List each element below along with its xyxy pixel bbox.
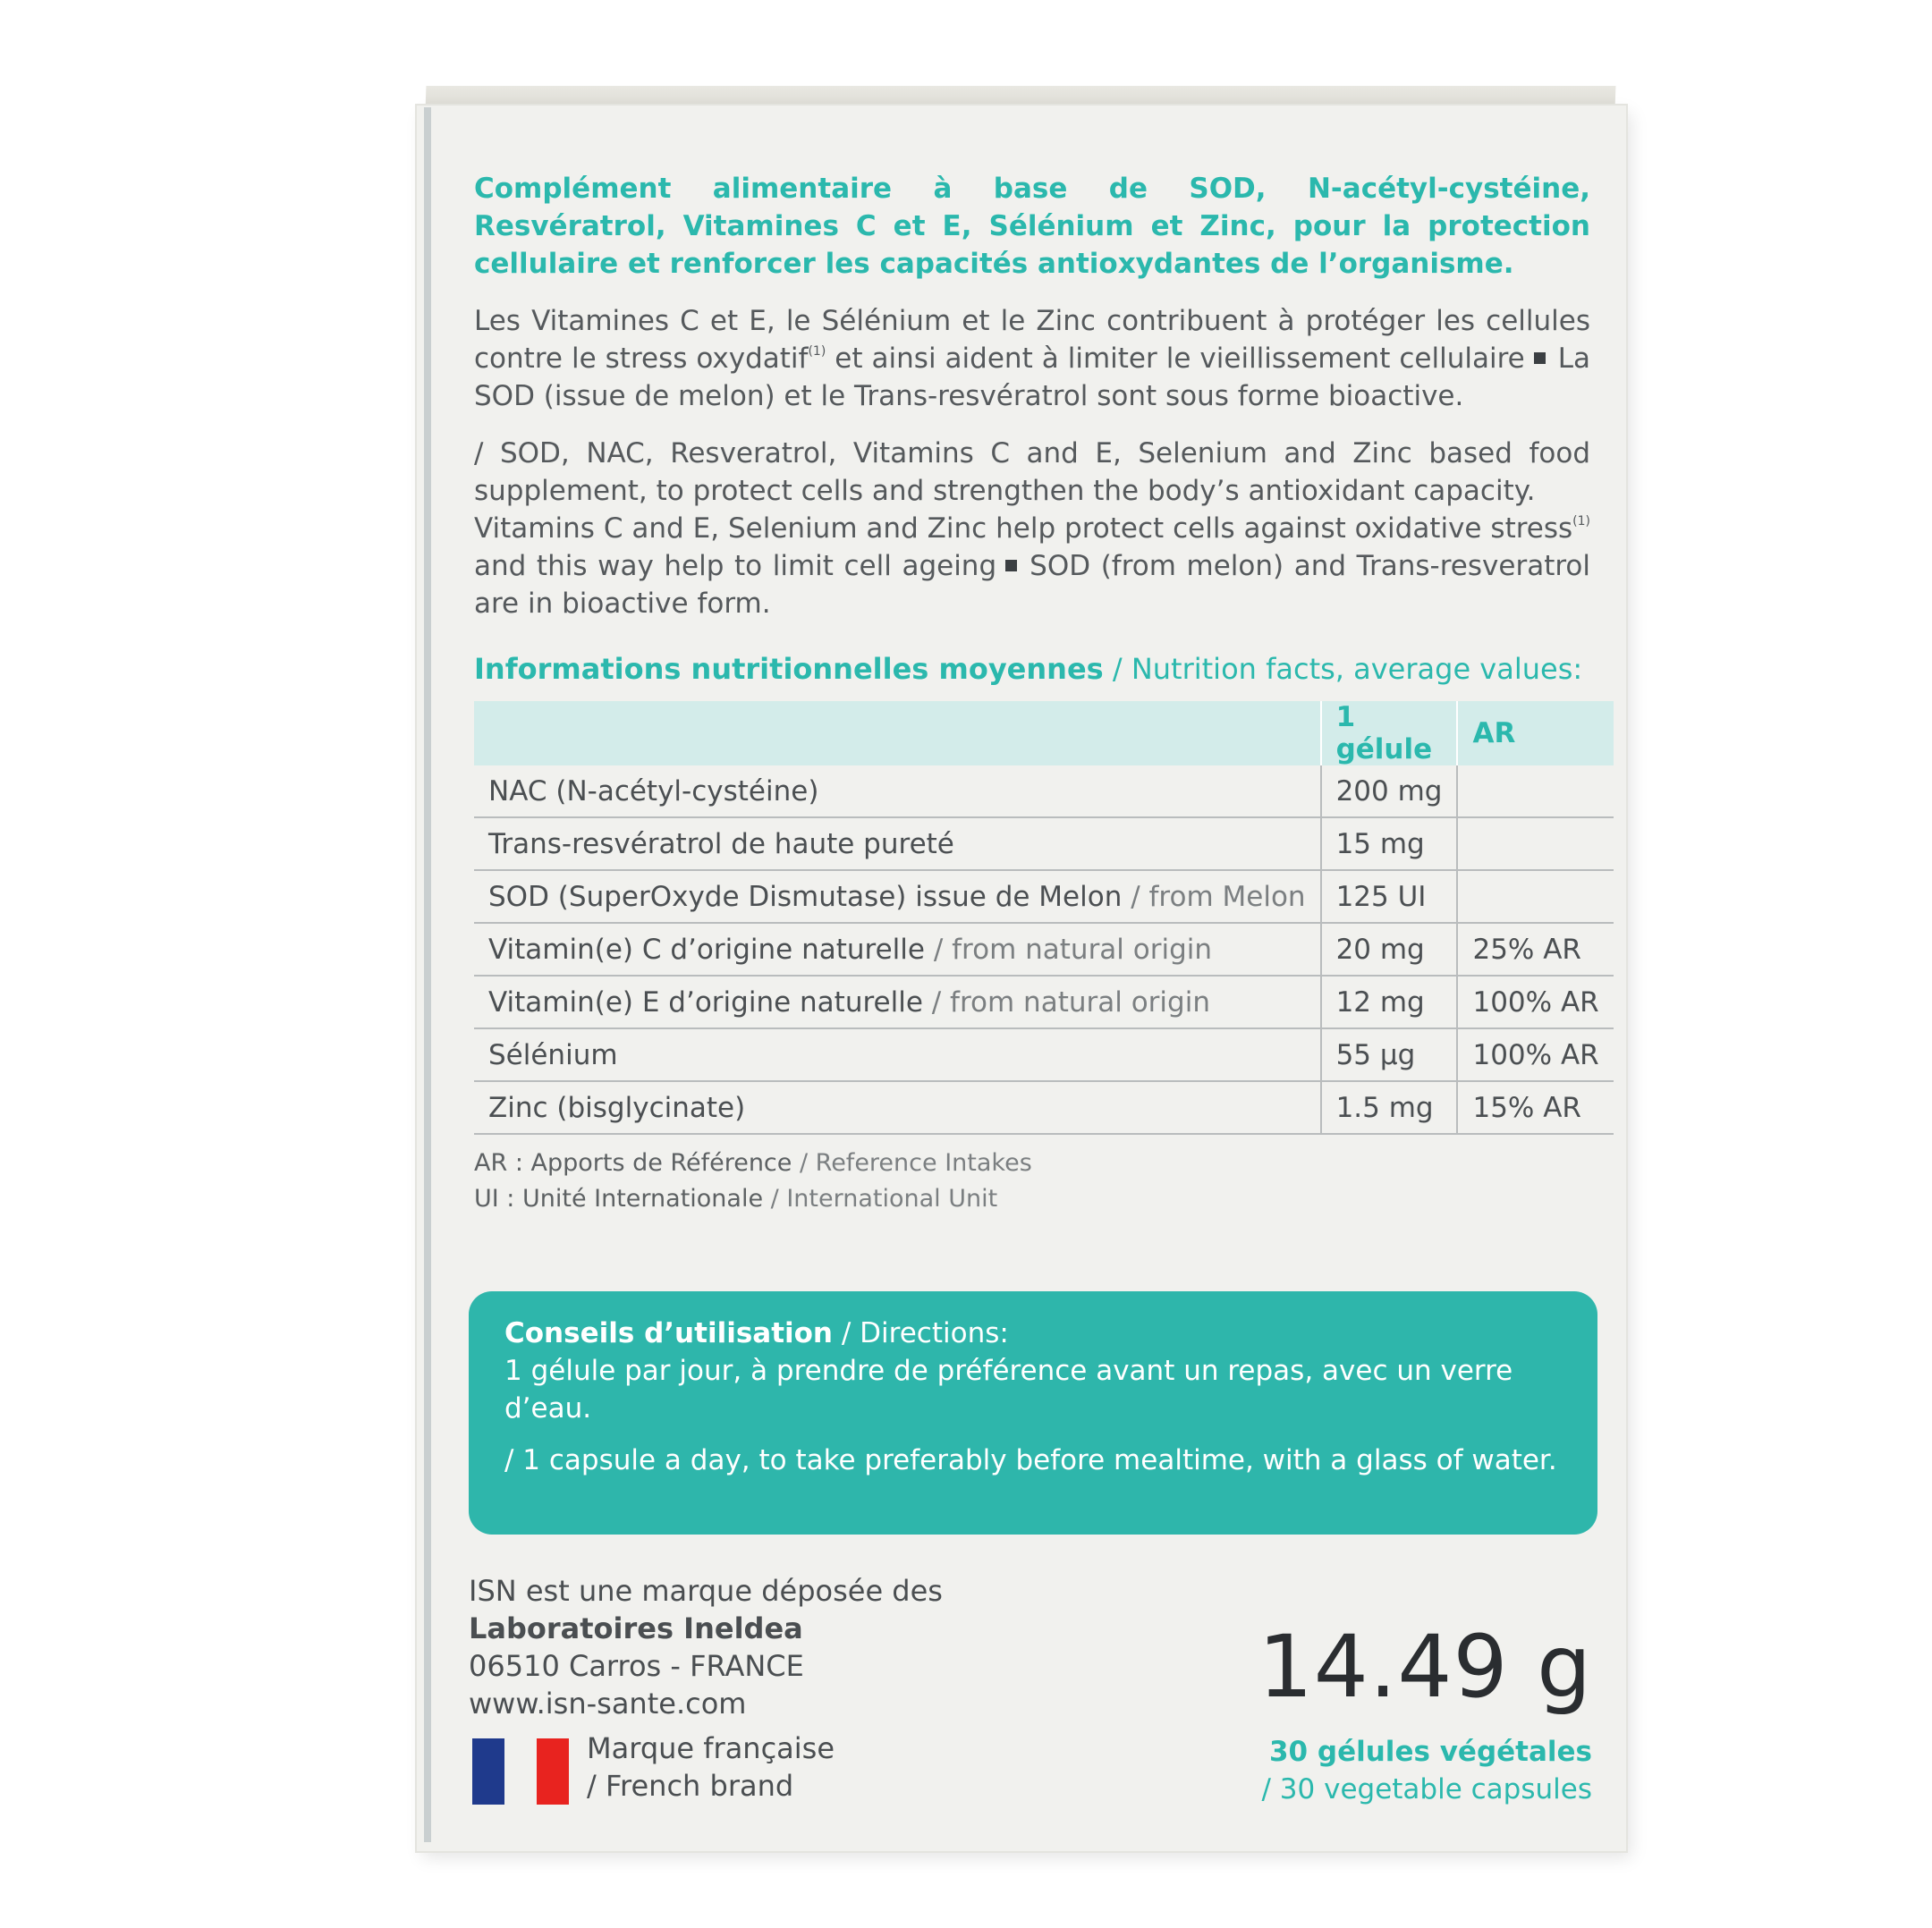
description-en-part3: SOD (from melon) and Trans-resveratrol are in bioactive form.: [474, 550, 1590, 620]
capsule-count-en: / 30 vegetable capsules: [1261, 1773, 1592, 1805]
flag-white-band: [504, 1738, 537, 1805]
description-fr-part2: et ainsi aident à limiter le vieillissement cellulaire: [826, 342, 1525, 375]
ingredient-cell: [474, 870, 1321, 923]
french-brand-label: [587, 1729, 835, 1805]
trademark-line: ISN est une marque déposée des: [469, 1574, 943, 1608]
manufacturer-info: [469, 1572, 1095, 1722]
product-description-lead: Complément alimentaire à base de SOD, N-acétyl-cystéine, Resvératrol, Vitamines C et E, Sélénium et Zinc, pour la protection cellulaire et renforcer les capacités antioxydantes de l’organisme.: [474, 173, 1590, 280]
dose-cell: 20 mg: [1321, 923, 1458, 976]
company-name: Laboratoires Ineldea: [469, 1611, 803, 1645]
footnote-marker: (1): [808, 344, 826, 359]
header-per-capsule: 1 gélule: [1321, 701, 1458, 765]
dose-cell: 55 µg: [1321, 1028, 1458, 1081]
description-en-lead: / SOD, NAC, Resveratrol, Vitamins C and E, Selenium and Zinc based food supplement, to protect cells and strengthen the body’s antioxidant capacity.: [474, 437, 1590, 507]
dose-cell: 12 mg: [1321, 976, 1458, 1028]
ingredient-name: SOD (SuperOxyde Dismutase) issue de Melon: [488, 880, 1123, 913]
ar-cell: [1457, 817, 1613, 870]
description-en-part1: Vitamins C and E, Selenium and Zinc help protect cells against oxidative stress: [474, 512, 1573, 545]
brand-fr: Marque française: [587, 1731, 835, 1765]
ingredient-cell: [474, 976, 1321, 1028]
ingredient-cell: [474, 923, 1321, 976]
bullet-square-icon: [1534, 352, 1546, 364]
table-row: [474, 870, 1614, 923]
table-row: [474, 976, 1614, 1028]
description-fr-part3: La SOD (issue de melon) et le Trans-resvératrol sont sous forme bioactive.: [474, 342, 1590, 412]
capsule-count: [1262, 1733, 1593, 1808]
net-weight: 14.49 g: [1258, 1617, 1592, 1717]
table-row: [474, 765, 1614, 817]
flag-blue-band: [472, 1738, 504, 1805]
nutrition-title: [474, 649, 1590, 689]
bullet-square-icon: [1005, 560, 1017, 571]
ingredient-name: NAC (N-acétyl-cystéine): [488, 774, 819, 808]
note-ui: [474, 1181, 1590, 1217]
ingredient-name: Sélénium: [488, 1038, 618, 1071]
table-row: [474, 1081, 1614, 1134]
nutrition-table: [474, 701, 1614, 1135]
header-ar: AR: [1457, 701, 1613, 765]
description-fr-part1: Les Vitamines C et E, le Sélénium et le Zinc contribuent à protéger les cellules contre le stress oxydatif: [474, 305, 1590, 375]
nutrition-title-en: Nutrition facts, average values:: [1131, 652, 1583, 686]
nutrition-title-separator: /: [1103, 652, 1131, 686]
note-ui-en: / International Unit: [763, 1185, 998, 1213]
ar-cell: [1457, 765, 1613, 817]
capsule-count-fr: 30 gélules végétales: [1268, 1736, 1592, 1768]
description-en-part2: and this way help to limit cell ageing: [474, 550, 997, 582]
dose-cell: 125 UI: [1321, 870, 1458, 923]
header-ingredient: [474, 701, 1321, 765]
note-ar-fr: AR : Apports de Référence: [474, 1149, 792, 1177]
directions-title-fr: Conseils d’utilisation: [504, 1317, 834, 1349]
ingredient-cell: [474, 1081, 1321, 1134]
ingredient-name-en: / from natural origin: [922, 985, 1210, 1019]
directions-text-en: / 1 capsule a day, to take preferably before mealtime, with a glass of water.: [504, 1444, 1557, 1476]
note-ar: [474, 1146, 1590, 1181]
label-content: [474, 170, 1599, 1217]
note-ar-en: / Reference Intakes: [792, 1149, 1032, 1177]
company-website: www.isn-sante.com: [469, 1687, 747, 1721]
ingredient-name: Vitamin(e) C d’origine naturelle: [488, 933, 925, 966]
table-notes: [474, 1146, 1590, 1217]
ar-cell: 25% AR: [1457, 923, 1613, 976]
directions-text-fr: 1 gélule par jour, à prendre de préférence avant un repas, avec un verre d’eau.: [504, 1355, 1513, 1425]
ar-cell: [1457, 870, 1613, 923]
ingredient-name-en: / from Melon: [1122, 880, 1306, 913]
table-row: [474, 1028, 1614, 1081]
nutrition-title-fr: Informations nutritionnelles moyennes: [474, 652, 1104, 686]
dose-cell: 200 mg: [1321, 765, 1458, 817]
table-row: [474, 817, 1614, 870]
box-side-edge: [424, 107, 431, 1842]
directions-title-en: / Directions:: [833, 1317, 1009, 1349]
ingredient-name: Trans-resvératrol de haute pureté: [488, 827, 954, 860]
french-flag-icon: [472, 1738, 571, 1805]
description-en: [474, 510, 1590, 622]
ingredient-cell: [474, 1028, 1321, 1081]
description-fr: [474, 302, 1590, 415]
directions-panel: [469, 1291, 1597, 1535]
table-row: [474, 923, 1614, 976]
ar-cell: 15% AR: [1457, 1081, 1613, 1134]
ingredient-name-en: / from natural origin: [924, 933, 1213, 966]
brand-en: / French brand: [587, 1769, 794, 1803]
dose-cell: 15 mg: [1321, 817, 1458, 870]
directions-heading: [504, 1315, 1565, 1352]
ar-cell: 100% AR: [1457, 1028, 1613, 1081]
dose-cell: 1.5 mg: [1321, 1081, 1458, 1134]
nutrition-table-header: [474, 701, 1614, 765]
footnote-marker: (1): [1572, 514, 1590, 529]
ingredient-name: Zinc (bisglycinate): [488, 1091, 746, 1124]
company-address: 06510 Carros - FRANCE: [469, 1649, 804, 1683]
ingredient-name: Vitamin(e) E d’origine naturelle: [488, 985, 923, 1019]
ar-cell: 100% AR: [1457, 976, 1613, 1028]
flag-red-band: [537, 1738, 569, 1805]
ingredient-cell: [474, 765, 1321, 817]
ingredient-cell: [474, 817, 1321, 870]
note-ui-fr: UI : Unité Internationale: [474, 1185, 764, 1213]
